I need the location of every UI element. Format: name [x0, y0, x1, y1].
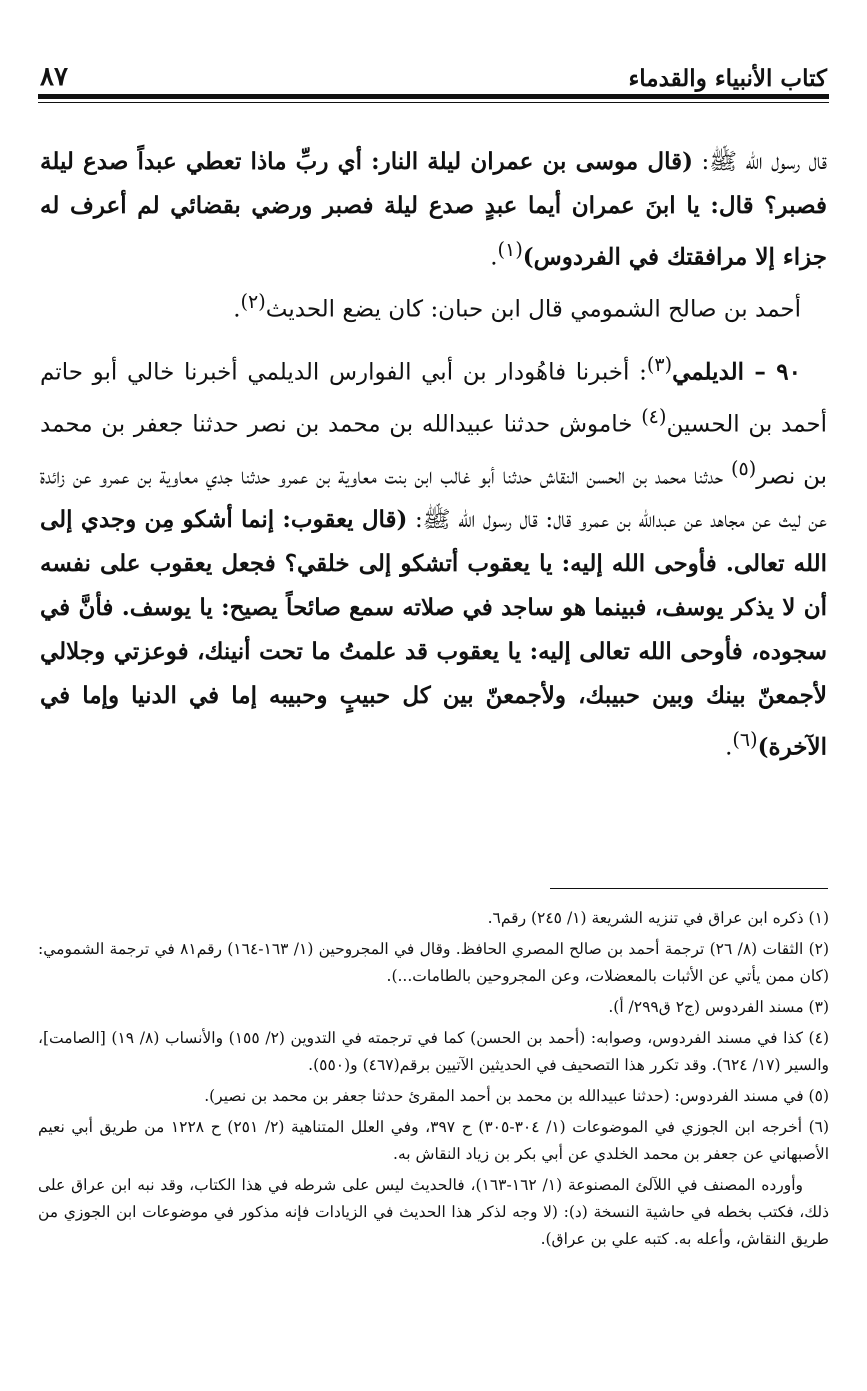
main-text — [40, 140, 827, 770]
p3-hadith: (قال يعقوب: إنما أشكو مِن وجدي إلى الله تعالى. فأوحى الله إليه: يا يعقوب أتشكو إلى خلقي؟ فجعل يعقوب على نفسه أن لا يذكر يوسف، فبينما هو ساجد في صلاته سمع صائحاً يصيح: يا يوسف. فأنَّ في سجوده، فأوحى الله تعالى إليه: يا يعقوب قد علمتُ ما تحت أنينك، فوعزتي وجلالي لأجمعنّ بينك وبين حبيبك، ولأجمعنّ بين كل حبيبٍ وحبيبه إما في الدنيا وإما في الآخرة) — [40, 506, 827, 761]
page-header — [40, 52, 827, 92]
footnote-ref-4: (٤) — [641, 404, 667, 428]
footnote-ref-3: (٣) — [646, 353, 673, 377]
p3-text-2: خاموش حدثنا عبيدالله بن محمد بن نصر حدثنا جعفر بن محمد بن نصر — [40, 411, 827, 490]
footnotes — [38, 905, 829, 1257]
footnote-3: (٣) مسند الفردوس (ج٢ ق٢٩٩/ أ). — [608, 998, 829, 1016]
p1-hadith: (قال موسى بن عمران ليلة النار: أي ربِّ ماذا تعطي عبداً صدع ليلة فصبر؟ قال: يا ابنَ عمران أيما عبدٍ صدع ليلة فصبر ورضي بقضائي لم أعرف له جزاء إلا مرافقتك في الفردوس) — [40, 148, 827, 271]
header-rule-thin — [38, 102, 829, 103]
running-title: كتاب الأنبياء والقدماء — [628, 65, 827, 92]
footnote-separator — [550, 888, 828, 889]
hadith-number: ٩٠ – الديلمي — [672, 358, 801, 386]
paragraph-1: قال رسول الله ﷺ: (قال موسى بن عمران ليلة النار: أي ربِّ ماذا تعطي عبداً صدع ليلة فصبر؟ قال: يا ابنَ عمران أيما عبدٍ صدع ليلة فصبر ورضي بقضائي لم أعرف له جزاء إلا مرافقتك في الفردوس)$^{(١)}$. — [40, 148, 827, 271]
footnote-6-continued: وأورده المصنف في اللآلئ المصنوعة (١/ ١٦٢-١٦٣)، فالحديث ليس على شرطه في هذا الكتاب، وقد نبه ابن عراق على ذلك، فكتب بخطه في حاشية النسخة (د): (لا وجه لذكر هذا الحديث في الزيادات فإنه مذكور في موضوعات ابن الجوزي من طريق النقاش، وأعله به. كتبه علي بن عراق). — [38, 1176, 829, 1248]
footnote-ref-1: (١) — [497, 238, 523, 261]
footnote-ref-2: (٢) — [240, 289, 266, 313]
p2-text: أحمد بن صالح الشمومي قال ابن حبان: كان يضع الحديث — [265, 296, 801, 323]
footnote-4: (٤) كذا في مسند الفردوس، وصوابه: (أحمد بن الحسن) كما في ترجمته في التدوين (٢/ ١٥٥) والأنساب (٨/ ١٩) [الصامت]، والسير (١٧/ ٦٢٤). وقد تكرر هذا التصحيف في الحديثين الآتيين برقم(٤٦٧) و(٥٥٠). — [38, 1029, 829, 1074]
page-number: ٨٧ — [40, 62, 68, 92]
footnote-1: (١) ذكره ابن عراق في تنزيه الشريعة (١/ ٢٤٥) رقم٦. — [487, 909, 829, 927]
paragraph-2: أحمد بن صالح الشمومي قال ابن حبان: كان يضع الحديث$^{(٢)}$. — [233, 289, 801, 323]
footnote-6: (٦) أخرجه ابن الجوزي في الموضوعات (١/ ٣٠٤-٣٠٥) ح ٣٩٧، وفي العلل المتناهية (٢/ ٢٥١) ح ١٢٢٨ من طريق أبي نعيم الأصبهاني عن جعفر بن محمد الخلدي عن أبي بكر بن زياد النقاش به. — [38, 1118, 830, 1163]
p1-intro: قال رسول الله ﷺ: — [692, 149, 827, 175]
p3-text-3: حدثنا محمد بن الحسن النقاش حدثنا أبو غالب ابن بنت معاوية بن عمرو حدثنا جدي معاوية بن عمرو عن زائدة عن ليث عن مجاهد عن عبدالله بن عمرو قال: قال رسول الله ﷺ: — [40, 463, 827, 534]
p3-text-1: : أخبرنا فاهُودار بن أبي الفوارس الديلمي أخبرنا خالي أبو حاتم أحمد بن الحسين — [40, 359, 827, 438]
paragraph-90: ٩٠ – الديلمي$^{(٣)}$: أخبرنا فاهُودار بن أبي الفوارس الديلمي أخبرنا خالي أبو حاتم أحمد بن الحسين$^{(٤)}$ خاموش حدثنا عبيدالله بن محمد بن نصر حدثنا جعفر بن محمد بن نصر$^{(٥)}$ حدثنا محمد بن الحسن النقاش حدثنا أبو غالب ابن بنت معاوية بن عمرو حدثنا جدي معاوية بن عمرو عن زائدة عن ليث عن مجاهد عن عبدالله بن عمرو قال: قال رسول الله ﷺ: (قال يعقوب: إنما أشكو مِن وجدي إلى الله تعالى. فأوحى الله إليه: يا يعقوب أتشكو إلى خلقي؟ فجعل يعقوب على نفسه أن لا يذكر يوسف، فبينما هو ساجد في صلاته سمع صائحاً يصيح: يا يوسف. فأنَّ في سجوده، فأوحى الله تعالى إليه: يا يعقوب قد علمتُ ما تحت أنينك، فوعزتي وجلالي لأجمعنّ بينك وبين حبيبك، ولأجمعنّ بين كل حبيبٍ وحبيبه إما في الدنيا وإما في الآخرة)$^{(٦)}$. — [40, 353, 827, 761]
footnote-5: (٥) في مسند الفردوس: (حدثنا عبيدالله بن محمد بن أحمد المقرئ حدثنا جعفر بن محمد بن نصير). — [204, 1087, 829, 1105]
footnote-ref-6: (٦) — [732, 728, 758, 752]
footnote-2: (٢) الثقات (٨/ ٢٦) ترجمة أحمد بن صالح المصري الحافظ. وقال في المجروحين (١/ ١٦٣-١٦٤) رقم٨١ في ترجمة الشمومي: (كان ممن يأتي عن الأثبات بالمعضلات، وعن المجروحين بالطامات...). — [38, 940, 830, 985]
header-rule-thick — [38, 94, 829, 99]
footnote-ref-5: (٥) — [730, 456, 757, 480]
